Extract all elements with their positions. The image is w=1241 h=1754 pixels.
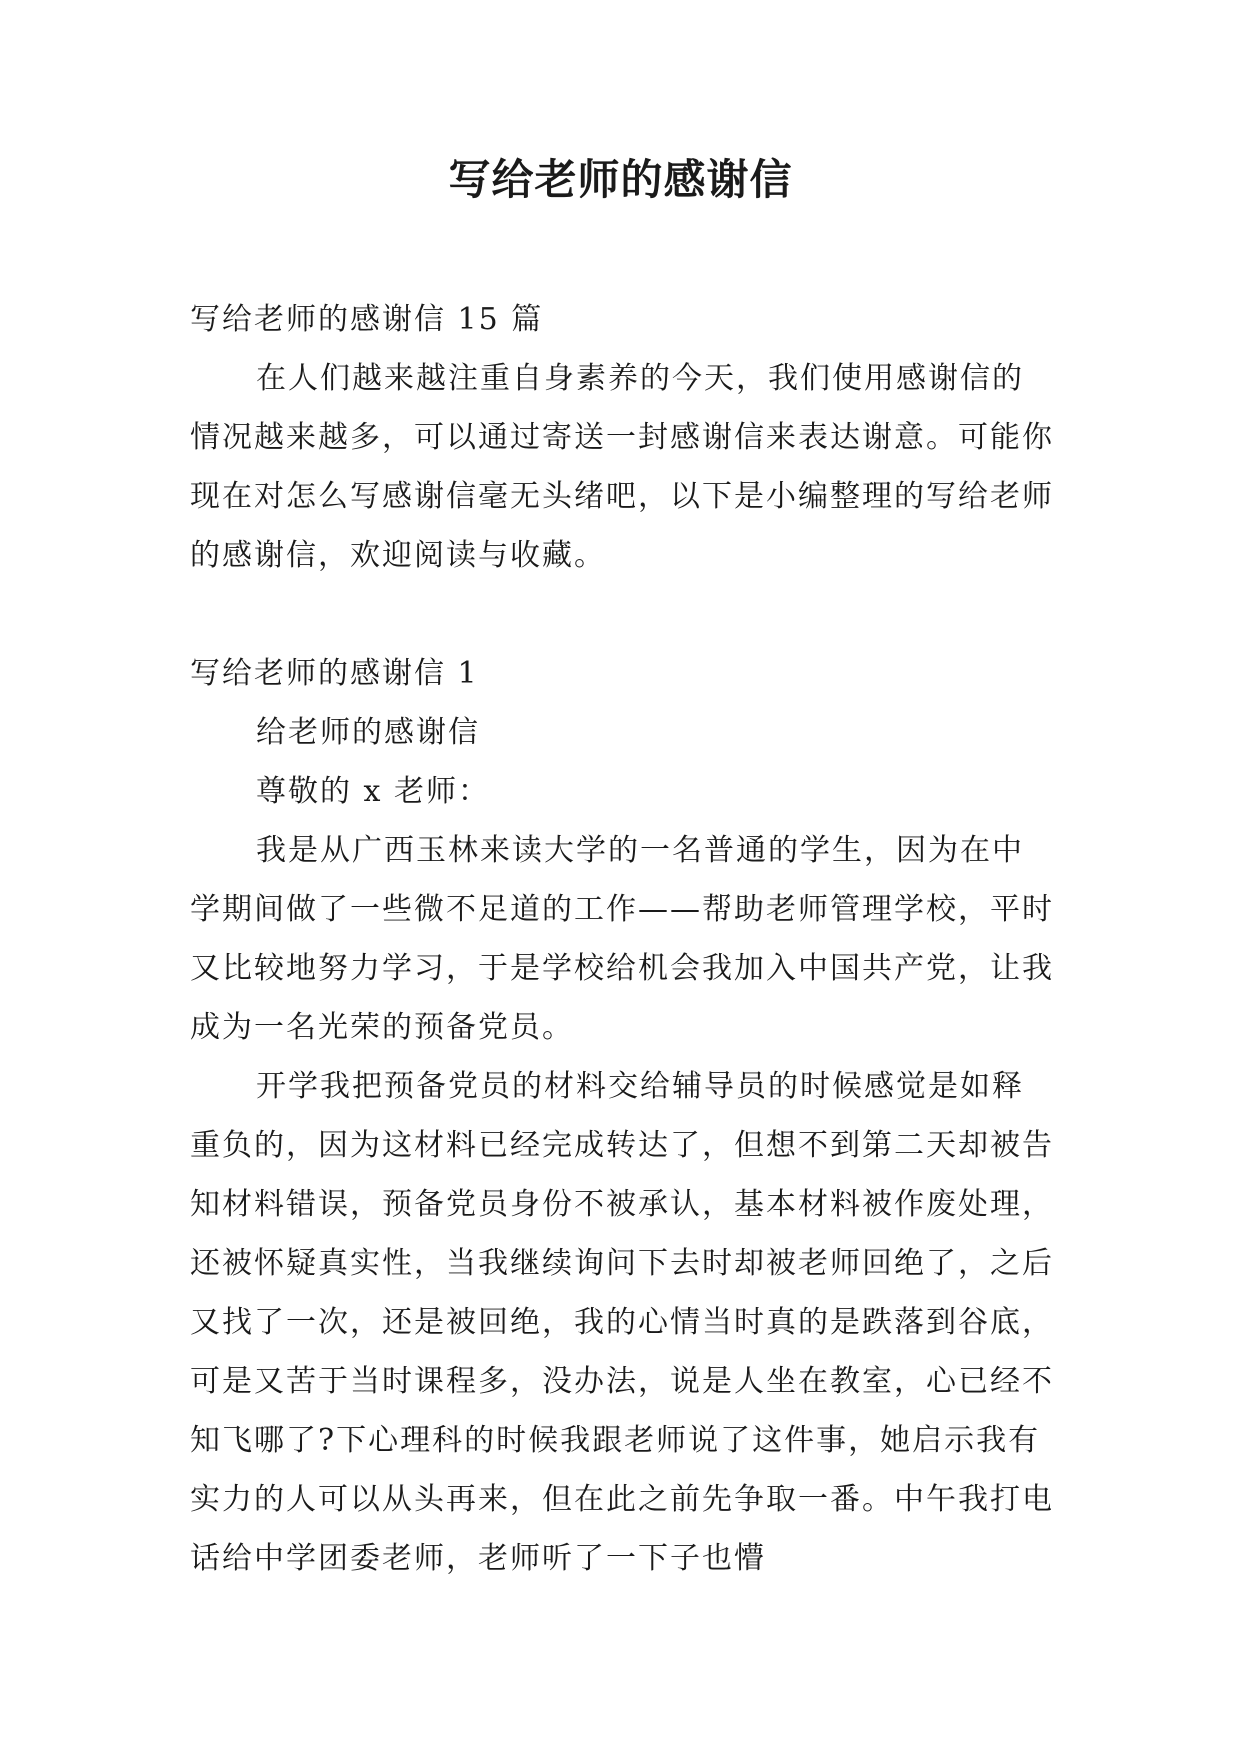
document-title: 写给老师的感谢信 (448, 155, 793, 204)
letter-title: 给老师的感谢信 (256, 715, 480, 750)
document-body (190, 290, 1055, 1588)
intro-paragraph: 在人们越来越注重自身素养的今天，我们使用感谢信的情况越来越多，可以通过寄送一封感谢信来表达谢意。可能你现在对怎么写感谢信毫无头绪吧，以下是小编整理的写给老师的感谢信，欢迎阅读与收藏。 (190, 361, 1054, 573)
letter-salutation: 尊敬的 x 老师： (256, 774, 490, 809)
letter-paragraph: 我是从广西玉林来读大学的一名普通的学生，因为在中学期间做了一些微不足道的工作——帮助老师管理学校，平时又比较地努力学习，于是学校给机会我加入中国共产党，让我成为一名光荣的预备党员。 (190, 833, 1054, 1045)
section-heading: 写给老师的感谢信 1 (190, 656, 479, 691)
document-subtitle: 写给老师的感谢信 15 篇 (190, 302, 544, 337)
section-spacer (190, 585, 1055, 644)
letter-paragraph: 开学我把预备党员的材料交给辅导员的时候感觉是如释重负的，因为这材料已经完成转达了，但想不到第二天却被告知材料错误，预备党员身份不被承认，基本材料被作废处理，还被怀疑真实性，当我继续询问下去时却被老师回绝了，之后又找了一次，还是被回绝，我的心情当时真的是跌落到谷底，可是又苦于当时课程多，没办法，说是人坐在教室，心已经不知飞哪了?下心理科的时候我跟老师说了这件事，她启示我有实力的人可以从头再来，但在此之前先争取一番。中午我打电话给中学团委老师，老师听了一下子也懵 (190, 1069, 1054, 1576)
